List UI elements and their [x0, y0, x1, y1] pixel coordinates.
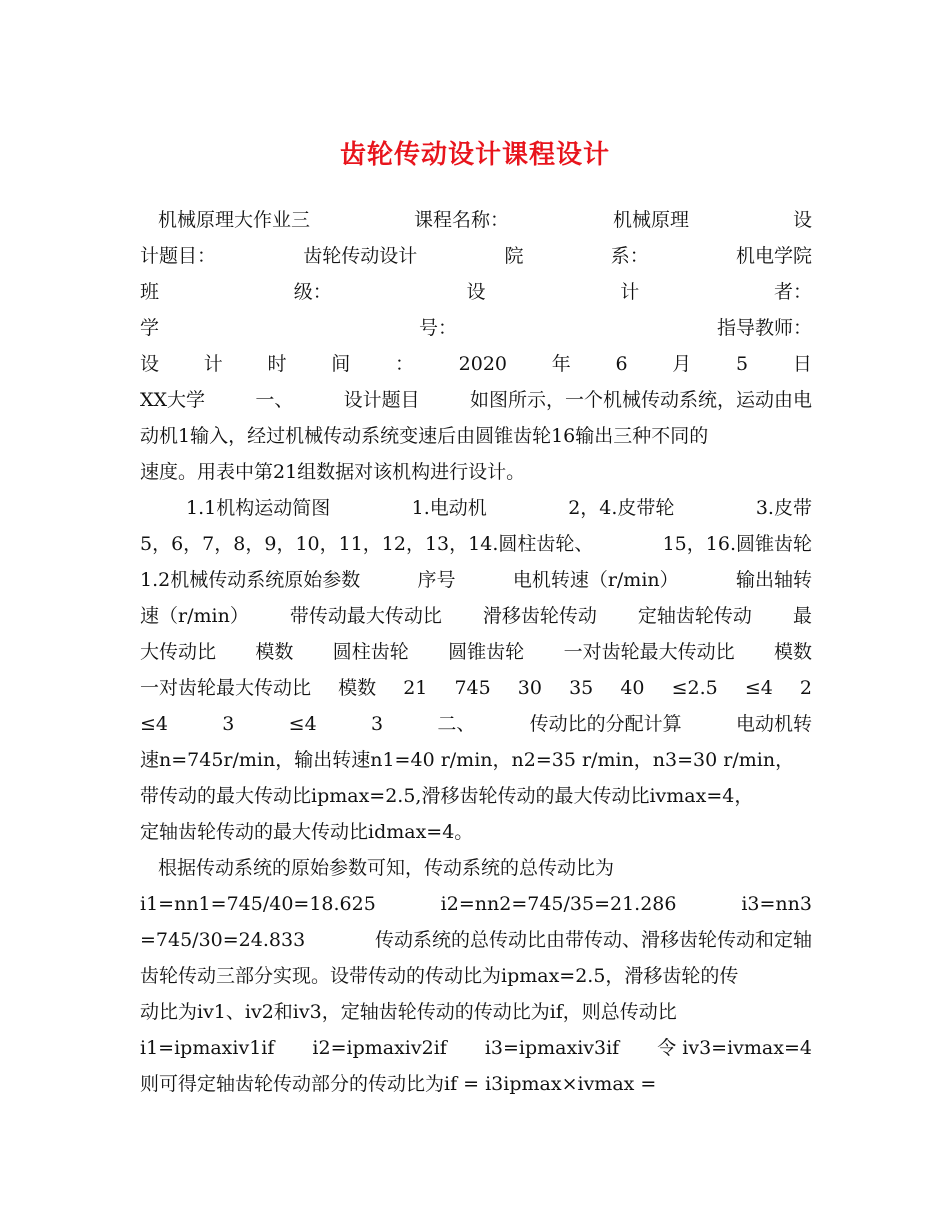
text-line [140, 454, 812, 490]
text-segment: 根据传动系统的原始参数可知，传动系统的总传动比为 [158, 857, 615, 879]
text-segment: 一对齿轮最大传动比 [563, 641, 735, 663]
text-segment: ≤4 [744, 677, 773, 699]
text-line [140, 994, 812, 1030]
document-body [140, 202, 812, 1102]
text-line [140, 526, 812, 562]
text-segment: 班 [140, 281, 160, 303]
text-segment: 带传动最大传动比 [289, 605, 442, 627]
text-segment: 号： [418, 317, 457, 339]
text-segment: 者： [773, 281, 812, 303]
text-line [140, 418, 812, 454]
text-segment: 2，4.皮带轮 [568, 497, 675, 519]
text-segment: 带传动的最大传动比ipmax=2.5,滑移齿轮传动的最大传动比ivmax=4， [140, 785, 754, 807]
text-segment: 最 [792, 605, 812, 627]
text-segment: 学 [140, 317, 160, 339]
text-segment: 5 [736, 353, 749, 375]
text-segment: ≤4 [140, 713, 169, 735]
text-line [140, 670, 812, 706]
text-line [140, 1030, 812, 1066]
text-segment: 动机1输入，经过机械传动系统变速后由圆锥齿轮16输出三种不同的 [140, 425, 709, 447]
text-segment: 计题目： [140, 245, 217, 267]
text-segment: 一对齿轮最大传动比 [140, 677, 312, 699]
text-segment: 输出轴转 [735, 569, 812, 591]
text-line [140, 922, 812, 958]
text-segment: 3.皮带 [755, 497, 812, 519]
text-segment: i1=nn1=745/40=18.625 [140, 893, 376, 915]
text-segment: ≤4 [288, 713, 317, 735]
text-segment: 速度。用表中第21组数据对该机构进行设计。 [140, 461, 526, 483]
text-line [140, 634, 812, 670]
text-line [140, 202, 812, 238]
text-segment: 30 [517, 677, 542, 699]
text-segment: 如图所示，一个机械传动系统，运动由电 [469, 389, 812, 411]
text-line [140, 814, 812, 850]
text-segment: 设计题目 [343, 389, 420, 411]
text-segment: 模数 [255, 641, 294, 663]
text-segment: 机械原理 [612, 209, 689, 231]
text-segment: 3 [370, 713, 384, 735]
text-segment: 圆柱齿轮 [332, 641, 409, 663]
text-segment: 745 [454, 677, 491, 699]
text-segment: 1.电动机 [411, 497, 487, 519]
text-segment: 1.2机械传动系统原始参数 [140, 569, 361, 591]
text-segment: i3=ipmaxiv3if [484, 1037, 620, 1059]
document-title: 齿轮传动设计课程设计 [339, 140, 610, 170]
text-segment: 齿轮传动三部分实现。设带传动的传动比为ipmax=2.5，滑移齿轮的传 [140, 965, 739, 987]
text-segment: 传动比的分配计算 [529, 713, 682, 735]
text-segment: 40 [620, 677, 645, 699]
text-segment: 动比为iv1、iv2和iv3，定轴齿轮传动的传动比为if，则总传动比 [140, 1001, 677, 1023]
text-segment: 课程名称： [413, 209, 509, 231]
text-segment: 2 [799, 677, 812, 699]
text-line [140, 778, 812, 814]
text-segment: 级： [293, 281, 332, 303]
text-segment: 35 [569, 677, 594, 699]
text-segment: 模数 [338, 677, 377, 699]
text-segment: 日 [792, 353, 812, 375]
text-segment: 院 [504, 245, 524, 267]
text-segment: 电机转速（r/min） [512, 569, 679, 591]
text-segment: 机械原理大作业三 [158, 209, 311, 231]
text-segment: 21 [403, 677, 428, 699]
text-line [140, 598, 812, 634]
text-segment: i1=ipmaxiv1if [140, 1037, 275, 1059]
text-segment: i3=nn3 [741, 893, 812, 915]
text-segment: 15，16.圆锥齿轮 [662, 533, 812, 555]
text-segment: 一、 [255, 389, 294, 411]
text-line [140, 310, 812, 346]
text-segment: 1.1机构运动简图 [186, 497, 331, 519]
text-segment: 大传动比 [140, 641, 217, 663]
text-segment: 3 [222, 713, 235, 735]
text-line [140, 886, 812, 922]
text-line [140, 850, 812, 886]
text-segment: 年 [551, 353, 571, 375]
text-segment: 定轴齿轮传动 [637, 605, 752, 627]
text-segment: 圆锥齿轮 [448, 641, 525, 663]
text-line [140, 742, 812, 778]
text-line [140, 1066, 812, 1102]
text-segment: 齿轮传动设计 [303, 245, 418, 267]
text-segment: 则可得定轴齿轮传动部分的传动比为if = i3ipmax×ivmax = [140, 1073, 657, 1095]
text-line [140, 274, 812, 310]
text-segment: 间 [331, 353, 351, 375]
text-segment: 二、 [437, 713, 476, 735]
text-segment: 计 [203, 353, 223, 375]
text-segment: 5，6，7，8，9，10，11，12，13，14.圆柱齿轮、 [140, 533, 594, 555]
text-segment: 传动系统的总传动比由带传动、滑移齿轮传动和定轴 [374, 929, 812, 951]
text-line [140, 238, 812, 274]
text-line [140, 490, 812, 526]
text-line [140, 706, 812, 742]
text-segment: 设 [466, 281, 486, 303]
text-segment: 模数 [773, 641, 812, 663]
text-line [140, 958, 812, 994]
text-segment: 6 [615, 353, 628, 375]
text-segment: 设 [792, 209, 812, 231]
text-segment: 月 [672, 353, 692, 375]
text-segment: i2=nn2=745/35=21.286 [440, 893, 677, 915]
text-segment: 机电学院 [735, 245, 812, 267]
text-segment: 计 [620, 281, 640, 303]
text-segment: 序号 [417, 569, 456, 591]
text-segment: 速（r/min） [140, 605, 249, 627]
text-segment: 速n=745r/min，输出转速n1=40 r/min，n2=35 r/min，n3=30 r/min， [140, 749, 795, 771]
text-segment: 2020 [458, 353, 508, 375]
text-segment: 电动机转 [735, 713, 812, 735]
text-segment: ≤2.5 [671, 677, 718, 699]
text-line [140, 346, 812, 382]
text-segment: XX大学 [140, 389, 206, 411]
text-segment: 令 iv3=ivmax=4 [657, 1037, 812, 1059]
text-line [140, 562, 812, 598]
text-segment: ： [394, 353, 414, 375]
text-segment: 系： [610, 245, 649, 267]
text-segment: 指导教师： [716, 317, 812, 339]
text-segment: 时 [267, 353, 287, 375]
text-line [140, 382, 812, 418]
text-segment: i2=ipmaxiv2if [312, 1037, 447, 1059]
text-segment: 滑移齿轮传动 [482, 605, 597, 627]
text-segment: =745/30=24.833 [140, 929, 306, 951]
text-segment: 定轴齿轮传动的最大传动比idmax=4。 [140, 821, 474, 843]
text-segment: 设 [140, 353, 160, 375]
